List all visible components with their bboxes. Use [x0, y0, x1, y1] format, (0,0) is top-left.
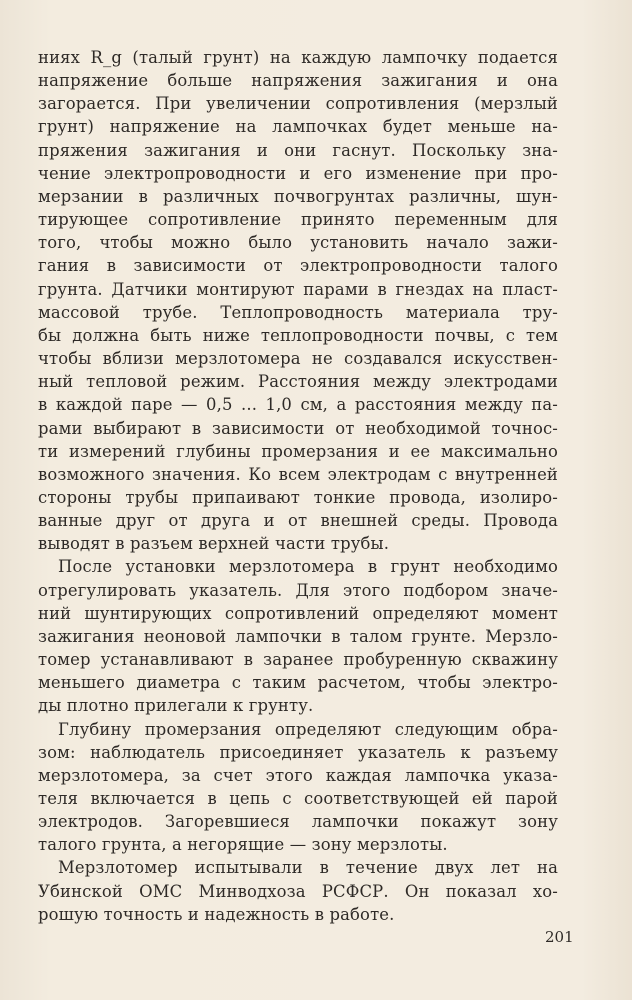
paragraph-4 — [38, 856, 558, 925]
text-line: напряжение больше напряжения зажигания и она — [38, 71, 558, 91]
paragraph-2 — [38, 555, 558, 717]
text-line: Глубину промерзания определяют следующим обра- — [58, 719, 558, 739]
text-line: ный тепловой режим. Расстояния между электродами — [38, 372, 558, 392]
text-line: пряжения зажигания и они гаснут. Поскольку зна- — [38, 140, 558, 160]
text-line: зажигания неоновой лампочки в талом грунте. Мерзло- — [38, 626, 558, 646]
text-line: меньшего диаметра с таким расчетом, чтобы электро- — [38, 673, 558, 693]
text-line: загорается. При увеличении сопротивления (мерзлый — [38, 94, 558, 114]
text-line: отрегулировать указатель. Для этого подбором значе- — [38, 580, 558, 600]
text-line: гания в зависимости от электропроводности талого — [38, 256, 558, 276]
text-line: томер устанавливают в заранее пробуренную скважину — [38, 650, 558, 670]
text-line: рами выбирают в зависимости от необходимой точнос- — [38, 418, 558, 438]
text-line: рошую точность и надежность в работе. — [38, 904, 395, 924]
text-line: зом: наблюдатель присоединяет указатель к разъему — [38, 742, 558, 762]
text-line: Убинской ОМС Минводхоза РСФСР. Он показал хо- — [38, 881, 558, 901]
text-line: теля включается в цепь с соответствующей ей парой — [38, 789, 558, 808]
text-line: бы должна быть ниже теплопроводности почвы, с тем — [38, 325, 558, 345]
paragraph-3 — [38, 718, 558, 857]
text-line: того, чтобы можно было установить начало зажи- — [38, 233, 558, 253]
text-line: ний шунтирующих сопротивлений определяют момент — [38, 603, 558, 623]
text-line: ванные друг от друга и от внешней среды. Провода — [38, 511, 558, 531]
text-line: мерзлотомера, за счет этого каждая лампочка указа- — [38, 765, 558, 785]
text-line: чтобы вблизи мерзлотомера не создавался искусствен- — [38, 349, 558, 369]
text-line: мерзании в различных почвогрунтах различны, шун- — [38, 186, 558, 206]
text-line: массовой трубе. Теплопроводность материала тру- — [38, 302, 558, 322]
paragraph-1 — [38, 46, 558, 555]
text-line: ти измерений глубины промерзания и ее максимально — [38, 441, 558, 461]
text-line: ниях R_g (талый грунт) на каждую лампочку подается — [38, 48, 558, 67]
page-number: 201 — [545, 928, 574, 946]
text-line: возможного значения. Ко всем электродам с внутренней — [38, 464, 558, 484]
text-line: грунта. Датчики монтируют парами в гнездах на пласт- — [38, 279, 558, 299]
text-line: тирующее сопротивление принято переменным для — [38, 210, 558, 230]
text-line: выводят в разъем верхней части трубы. — [38, 534, 390, 554]
text-line: талого грунта, а негорящие — зону мерзлоты. — [38, 835, 448, 855]
text-line: стороны трубы припаивают тонкие провода, изолиро- — [38, 487, 558, 507]
text-line: После установки мерзлотомера в грунт необходимо — [58, 557, 558, 577]
text-line: в каждой паре — 0,5 ... 1,0 см, а расстояния между па- — [38, 395, 558, 415]
text-line: чение электропроводности и его изменение при про- — [38, 163, 558, 183]
text-line: электродов. Загоревшиеся лампочки покажут зону — [38, 812, 558, 832]
text-line: грунт) напряжение на лампочках будет меньше на- — [38, 117, 558, 137]
body-text — [38, 46, 558, 926]
text-line: Мерзлотомер испытывали в течение двух лет на — [58, 858, 558, 878]
text-line: ды плотно прилегали к грунту. — [38, 696, 314, 716]
